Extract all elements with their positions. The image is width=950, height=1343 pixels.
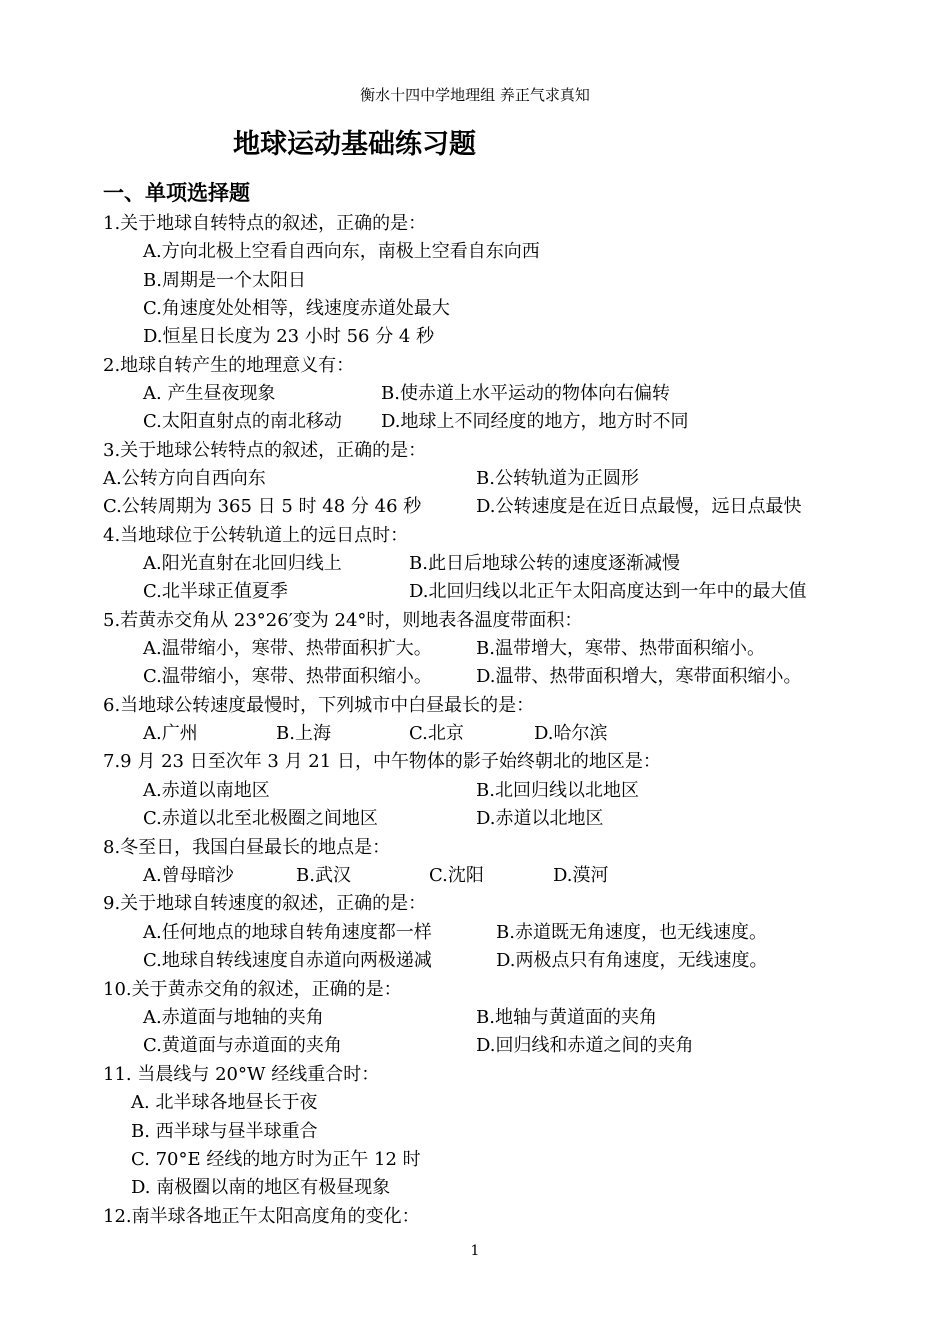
question-5-stem: 5.若黄赤交角从 23°26′变为 24°时，则地表各温度带面积： <box>103 610 583 631</box>
section-heading: 一、单项选择题 <box>103 181 250 205</box>
question-3-option-d: D.公转速度是在近日点最慢，远日点最快 <box>476 496 802 517</box>
question-2-stem: 2.地球自转产生的地理意义有： <box>103 355 355 376</box>
question-1-option-d: D.恒星日长度为 23 小时 56 分 4 秒 <box>143 326 435 347</box>
question-11-option-c: C. 70°E 经线的地方时为正午 12 时 <box>131 1149 421 1170</box>
question-6-stem: 6.当地球公转速度最慢时，下列城市中白昼最长的是： <box>103 695 535 716</box>
question-5-option-b: B.温带增大，寒带、热带面积缩小。 <box>476 638 765 659</box>
question-4-option-b: B.此日后地球公转的速度逐渐减慢 <box>409 553 680 574</box>
question-11-option-b: B. 西半球与昼半球重合 <box>131 1121 318 1142</box>
question-11-stem: 11. 当晨线与 20°W 经线重合时： <box>103 1064 380 1085</box>
question-10-option-c: C.黄道面与赤道面的夹角 <box>143 1035 342 1056</box>
question-4-option-c: C.北半球正值夏季 <box>143 581 288 602</box>
question-2-option-c: C.太阳直射点的南北移动 <box>143 411 342 432</box>
question-8-option-d: D.漠河 <box>553 865 609 886</box>
question-7-option-c: C.赤道以北至北极圈之间地区 <box>143 808 378 829</box>
question-8-option-b: B.武汉 <box>296 865 351 886</box>
question-1-stem: 1.关于地球自转特点的叙述，正确的是： <box>103 213 427 234</box>
page-number: 1 <box>470 1243 480 1259</box>
question-9-option-c: C.地球自转线速度自赤道向两极递减 <box>143 950 432 971</box>
question-4-option-a: A.阳光直射在北回归线上 <box>143 553 342 574</box>
question-2-option-b: B.使赤道上水平运动的物体向右偏转 <box>381 383 670 404</box>
question-11-option-d: D. 南极圈以南的地区有极昼现象 <box>131 1177 391 1198</box>
question-10-option-b: B.地轴与黄道面的夹角 <box>476 1007 657 1028</box>
question-8-stem: 8.冬至日，我国白昼最长的地点是： <box>103 837 391 858</box>
question-5-option-c: C.温带缩小，寒带、热带面积缩小。 <box>143 666 432 687</box>
question-5-option-a: A.温带缩小，寒带、热带面积扩大。 <box>143 638 432 659</box>
question-8-option-a: A.曾母暗沙 <box>143 865 234 886</box>
question-3-option-a: A.公转方向自西向东 <box>103 468 266 489</box>
question-9-stem: 9.关于地球自转速度的叙述，正确的是： <box>103 893 427 914</box>
question-6-option-d: D.哈尔滨 <box>534 723 608 744</box>
question-12-stem: 12.南半球各地正午太阳高度角的变化： <box>103 1206 420 1227</box>
question-9-option-b: B.赤道既无角速度，也无线速度。 <box>496 922 767 943</box>
question-6-option-c: C.北京 <box>409 723 464 744</box>
question-1-option-a: A.方向北极上空看自西向东，南极上空看自东向西 <box>143 241 540 262</box>
question-2-option-a: A. 产生昼夜现象 <box>143 383 276 404</box>
page-header: 衡水十四中学地理组 养正气求真知 <box>360 86 590 104</box>
question-7-option-b: B.北回归线以北地区 <box>476 780 639 801</box>
question-2-option-d: D.地球上不同经度的地方，地方时不同 <box>381 411 689 432</box>
question-8-option-c: C.沈阳 <box>429 865 484 886</box>
question-7-option-a: A.赤道以南地区 <box>143 780 270 801</box>
question-1-option-c: C.角速度处处相等，线速度赤道处最大 <box>143 298 450 319</box>
question-3-stem: 3.关于地球公转特点的叙述，正确的是： <box>103 440 427 461</box>
question-1-option-b: B.周期是一个太阳日 <box>143 270 306 291</box>
question-6-option-a: A.广州 <box>143 723 198 744</box>
question-4-option-d: D.北回归线以北正午太阳高度达到一年中的最大值 <box>409 581 807 602</box>
question-7-stem: 7.9 月 23 日至次年 3 月 21 日，中午物体的影子始终朝北的地区是： <box>103 751 661 772</box>
question-9-option-a: A.任何地点的地球自转角速度都一样 <box>143 922 432 943</box>
question-3-option-b: B.公转轨道为正圆形 <box>476 468 639 489</box>
question-3-option-c: C.公转周期为 365 日 5 时 48 分 46 秒 <box>103 496 422 517</box>
question-10-option-d: D.回归线和赤道之间的夹角 <box>476 1035 694 1056</box>
question-10-option-a: A.赤道面与地轴的夹角 <box>143 1007 324 1028</box>
question-4-stem: 4.当地球位于公转轨道上的远日点时： <box>103 525 409 546</box>
question-6-option-b: B.上海 <box>276 723 331 744</box>
question-5-option-d: D.温带、热带面积增大，寒带面积缩小。 <box>476 666 802 687</box>
document-title: 地球运动基础练习题 <box>233 129 476 160</box>
question-7-option-d: D.赤道以北地区 <box>476 808 604 829</box>
question-11-option-a: A. 北半球各地昼长于夜 <box>131 1092 318 1113</box>
question-10-stem: 10.关于黄赤交角的叙述，正确的是： <box>103 979 402 1000</box>
question-9-option-d: D.两极点只有角速度，无线速度。 <box>496 950 768 971</box>
